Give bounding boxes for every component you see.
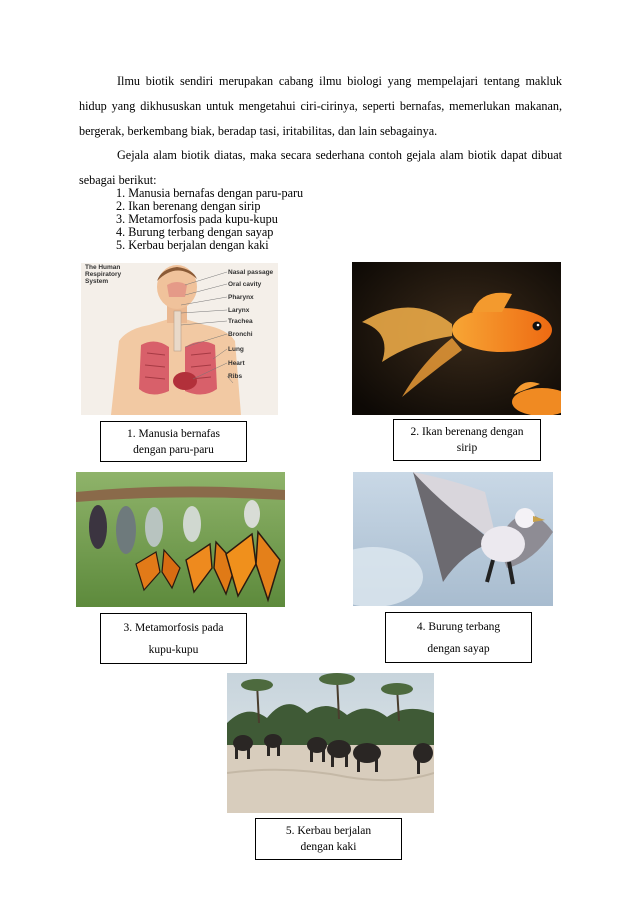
bird-flying-icon [353, 472, 553, 606]
caption-2-line-2: sirip [456, 442, 478, 454]
diagram-label: Heart [228, 360, 245, 367]
caption-2 [393, 419, 541, 461]
diagram-label: Ribs [228, 373, 243, 380]
caption-3-line-2: kupu-kupu [148, 643, 199, 656]
bird-flying-image [353, 472, 553, 606]
diagram-label: Lung [228, 346, 244, 353]
caption-3 [100, 613, 247, 664]
list-item: 4. Burung terbang dengan sayap [116, 225, 274, 239]
list-item: 3. Metamorfosis pada kupu-kupu [116, 212, 278, 226]
list-item: 1. Manusia bernafas dengan paru-paru [116, 186, 304, 200]
caption-3-line-1: 3. Metamorfosis pada [123, 621, 224, 634]
caption-5 [255, 818, 402, 860]
diagram-label: Larynx [228, 307, 250, 314]
caption-1-line-2: dengan paru-paru [133, 443, 214, 456]
goldfish-image [352, 262, 561, 415]
paragraph-1-text: Ilmu biotik sendiri merupakan cabang ilmu biologi yang mempelajari tentang makluk hidup yang dikhususkan untuk mengetahui ciri-cirinya, seperti bernafas, memerlukan makanan, bergerak, berkembang biak, beradap tasi, iritabilitas, dan lain sebagainya. [79, 74, 562, 138]
butterfly-chrysalis-icon [76, 472, 285, 607]
respiratory-system-icon [81, 263, 278, 415]
caption-5-line-1: 5. Kerbau berjalan [285, 825, 372, 837]
buffalo-walking-icon [227, 673, 434, 813]
paragraph-2-text: Gejala alam biotik diatas, maka secara sederhana contoh gejala alam biotik dapat dibuat sebagai berikut: [79, 148, 562, 187]
diagram-label: Pharynx [228, 294, 254, 301]
caption-4-line-2: dengan sayap [427, 642, 490, 655]
diagram-label: Oral cavity [228, 281, 262, 288]
diagram-label: Trachea [228, 318, 253, 325]
caption-2-line-1: 2. Ikan berenang dengan [410, 426, 524, 438]
list-item: 5. Kerbau berjalan dengan kaki [116, 238, 269, 252]
diagram-title-line-1: The Human [85, 264, 121, 271]
respiratory-system-image [81, 263, 278, 415]
butterfly-chrysalis-image [76, 472, 285, 607]
diagram-label: Nasal passage [228, 269, 274, 276]
caption-5-line-2: dengan kaki [300, 841, 357, 853]
list-item: 2. Ikan berenang dengan sirip [116, 199, 261, 213]
diagram-title-line-3: System [85, 278, 109, 285]
caption-1 [100, 421, 247, 462]
example-list [116, 187, 303, 252]
diagram-label: Bronchi [228, 331, 253, 338]
caption-1-line-1: 1. Manusia bernafas [127, 427, 220, 440]
goldfish-icon [352, 262, 561, 415]
caption-4 [385, 612, 532, 663]
caption-4-line-1: 4. Burung terbang [416, 620, 501, 633]
diagram-title-line-2: Respiratory [85, 271, 122, 278]
paragraph-1 [79, 69, 562, 144]
buffalo-walking-image [227, 673, 434, 813]
